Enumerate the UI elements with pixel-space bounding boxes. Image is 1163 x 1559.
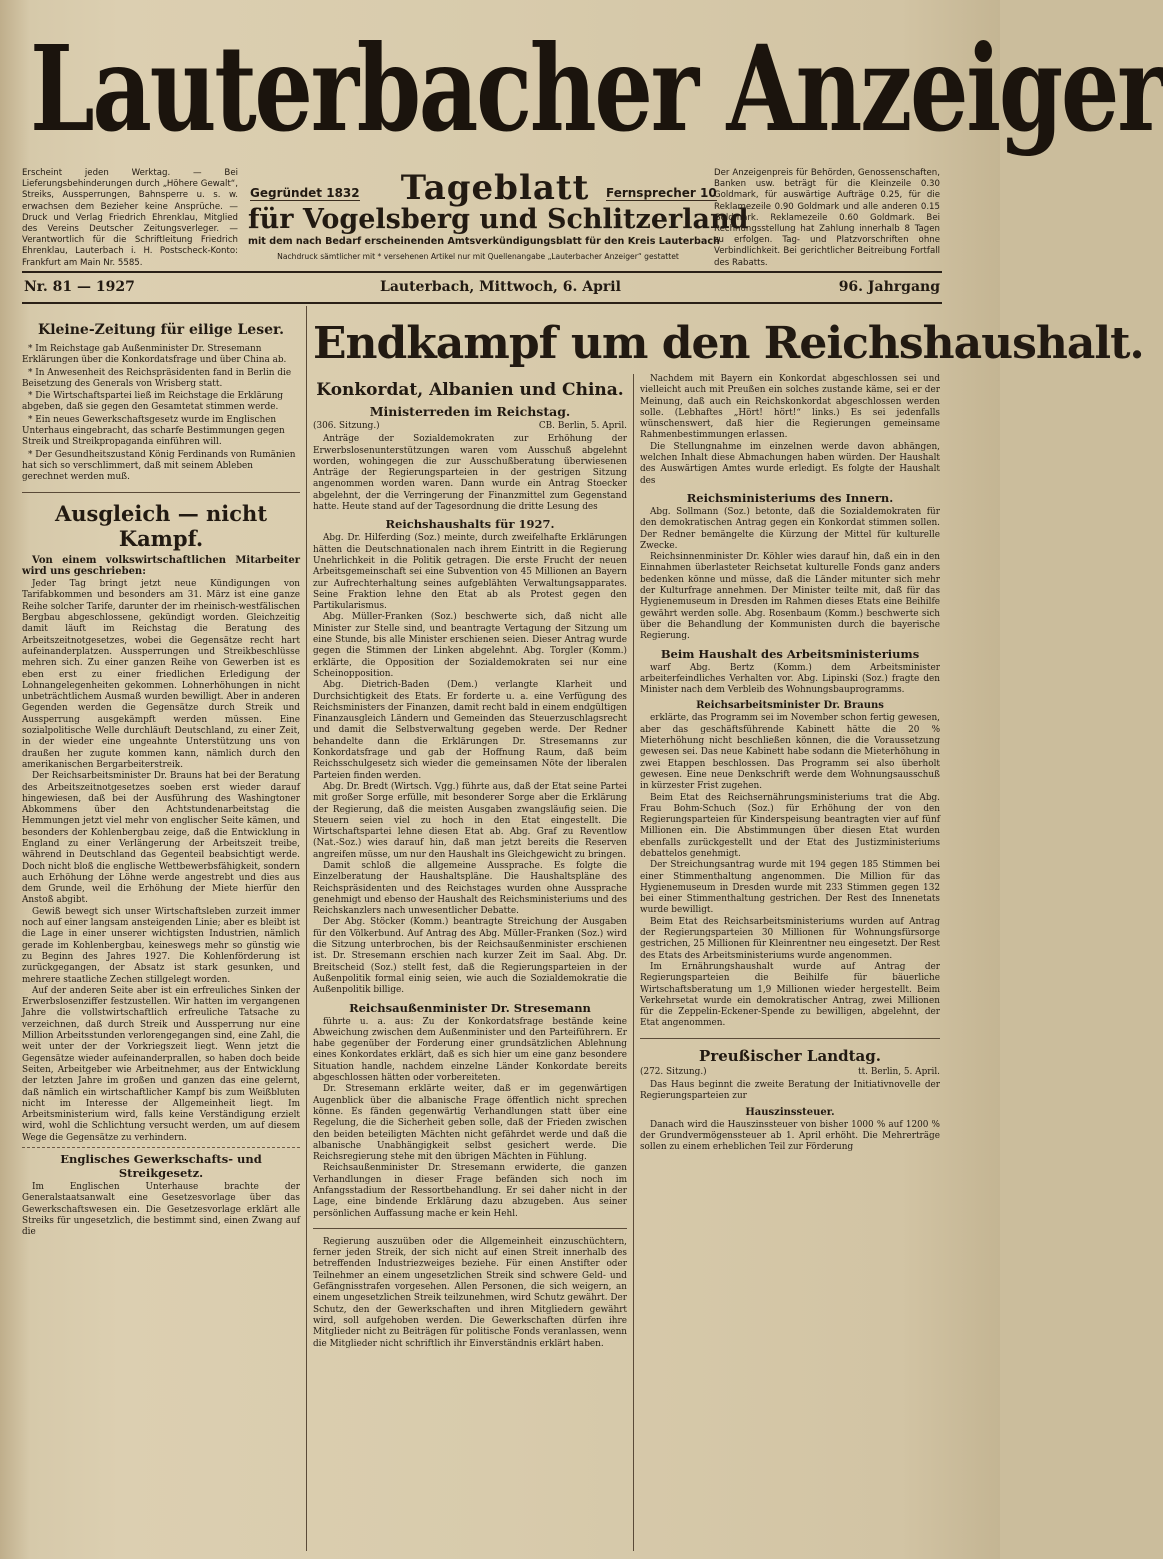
session-place: tt. Berlin, 5. April. bbox=[858, 1066, 940, 1077]
article-body bbox=[640, 507, 940, 643]
dateline bbox=[22, 275, 942, 299]
article-body bbox=[640, 374, 940, 487]
bottom-rule bbox=[22, 302, 942, 304]
publisher-info: Erscheint jeden Werktag. — Bei Lieferungsbehinderungen durch „Höhere Gewalt“, Streiks, Aussperrungen, Bahnsperre u. s. w. erwachsen dem Bezieher keine Ansprüche. — Druck und Verlag Friedrich Ehrenklau, Mitglied des Vereins Deutscher Zeitungsverleger. — Verantwortlich für die Schriftleitung Friedrich Ehrenklau, Lauterbach i. H. Postscheck-Konto: Frankfurt am Main Nr. 5585. bbox=[22, 168, 238, 268]
founded-label: Gegründet 1832 bbox=[250, 186, 360, 200]
paragraph: Abg. Dr. Bredt (Wirtsch. Vgg.) führte aus, daß der Etat seine Partei mit großer Sorge erfülle, mit besonderer Sorge aber die Erklärung der Regierung, daß die meisten Ausgaben zwangsläufig seien. Die Steuern seien viel zu hoch in den Etat eingestellt. Die Wirtschaftspartei lehne diesen Etat ab. Abg. Graf zu Reventlow (Nat.-Soz.) wies darauf hin, daß man jetzt bereits die Reserven angreifen müsse, um nur den Haushalt ins Gleichgewicht zu bringen. bbox=[313, 781, 627, 860]
paragraph: Die Stellungnahme im einzelnen werde davon abhängen, welchen Inhalt diese Abmachungen haben würden. Der Haushalt des Auswärtigen Amtes wurde erledigt. Es folgte der Haushalt des bbox=[640, 441, 940, 486]
article-body bbox=[313, 533, 627, 996]
brief-item: * Der Gesundheitszustand König Ferdinands von Rumänien hat sich so verschlimmert, daß mit seinem Ableben gerechnet werden muß. bbox=[22, 449, 296, 483]
paragraph: Gewiß bewegt sich unser Wirtschaftsleben zurzeit immer noch auf einer langsam ansteigenden Linie; aber es bleibt ist die Lage in einer unserer wichtigsten Industrien, nämlich gerade im Kohlenbergbau, keineswegs mehr so günstig wie zu Beginn des Jahres 1927. Die Kohlenförderung ist zurückgegangen, der Absatz ist stark gesunken, und mehrere staatliche Zechen stillgelegt worden. bbox=[22, 906, 300, 985]
article-body bbox=[640, 663, 940, 697]
divider bbox=[22, 492, 300, 493]
news-briefs bbox=[22, 344, 300, 484]
paragraph: Regierung auszuüben oder die Allgemeinheit einzuschüchtern, ferner jeden Streik, der sich nicht auf einen Streit innerhalb des betreffenden Industriezweiges beziehe. Für einen Anstifter oder Teilnehmer an einem ungesetzlichen Streik sind schwere Geld- und Gefängnisstrafen vorgesehen. Allen Personen, die sich weigern, an einem ungesetzlichen Streik teilzunehmen, wird Schutz gewährt. Der Schutz, den der Gewerkschaften und ihren Mitgliedern gewährt wird, soll aufgehoben werden. Die Gewerkschaften dürfen ihre Mitglieder nicht zu Beiträgen für politische Fonds veranlassen, wenn die Mitglieder nicht schriftlich ihr Einverständnis erklärt haben. bbox=[313, 1236, 627, 1349]
article-body bbox=[22, 555, 300, 1144]
stresemann-heading: Reichsaußenminister Dr. Stresemann bbox=[349, 1000, 591, 1015]
paragraph: Anträge der Sozialdemokraten zur Erhöhung der Erwerbslosenunterstützungen waren vom Ausschuß abgelehnt worden, wohingegen die zur Ausschußberatung überwiesenen Anträge der Regierungsparteien in der gestrigen Sitzung angenommen worden waren. Dann wurde ein Antrag Stoecker abgelehnt, der die Verringerung der Finanzmittel zum Gegenstand hatte. Heute stand auf der Tagesordnung die dritte Lesung des bbox=[313, 434, 627, 513]
paragraph: Abg. Dr. Hilferding (Soz.) meinte, durch zweifelhafte Erklärungen hätten die Deutschnationalen nach ihrem Eintritt in die Regierung Unehrlichkeit in die Politik getragen. Die erste Frucht der neuen Arbeitsgemeinschaft sei eine Subvention von 45 Millionen an Bayern zur Aufrechterhaltung seines aufgeblähten Verwaltungsapparates. Seine Fraktion lehne den Etat ab als Protest gegen den Partikularismus. bbox=[313, 533, 627, 612]
top-rule bbox=[22, 271, 942, 273]
article-body bbox=[313, 434, 627, 513]
main-headline: Endkampf um den Reichshaushalt. bbox=[313, 318, 1144, 369]
paragraph: Nachdem mit Bayern ein Konkordat abgeschlossen sei und vielleicht auch mit Preußen ein solches zustande käme, sei er der Meinung, daß auch ein Reichskonkordat abgeschlossen werden solle. (Lebhaftes „Hört! hört!“ links.) Es sei jedenfalls wünschenswert, daß hier die Regierungen gemeinsame Rahmenbestimmungen erlassen. bbox=[640, 374, 940, 441]
paragraph: Danach wird die Hauszinssteuer von bisher 1000 % auf 1200 % der Grundvermögenssteuer ab 1. April erhöht. Die Mehrerträge sollen zu einem erheblichen Teil zur Förderung bbox=[640, 1119, 940, 1153]
hauszins-heading: Hauszinssteuer. bbox=[745, 1106, 835, 1118]
article-body bbox=[313, 1017, 627, 1220]
reichshaushalt-heading: Reichshaushalts für 1927. bbox=[385, 517, 555, 532]
paper-subtitle: für Vogelsberg und Schlitzerland bbox=[248, 204, 749, 235]
article-body bbox=[313, 1237, 627, 1350]
sub-headline: Konkordat, Albanien und China. bbox=[316, 380, 624, 400]
article-body bbox=[640, 713, 940, 1029]
tageblatt-label: Tageblatt bbox=[400, 168, 590, 208]
article-intro: Von einem volkswirtschaftlichen Mitarbeiter wird uns geschrieben: bbox=[22, 554, 300, 577]
paragraph: Im Englischen Unterhause brachte der Generalstaatsanwalt eine Gesetzesvorlage über das Gewerkschaftswesen ein. Die Gesetzesvorlage erklärt alle Streiks für ungesetzlich, die bestimmt sind, einen Zwang auf die bbox=[22, 1182, 300, 1238]
brief-item: * Im Reichstage gab Außenminister Dr. Stresemann Erklärungen über die Konkordatsfrage und über China ab. bbox=[22, 344, 287, 366]
paragraph: Der Reichsarbeitsminister Dr. Brauns hat bei der Beratung des Arbeitszeitnotgesetzes soeben erst wieder darauf hingewiesen, daß bei der Ausführung des Washingtoner Abkommens über den Achtstundenarbeitstag die Hemmungen jetzt viel mehr von englischer Seite kämen, und besonders der Kohlenbergbau zeige, daß die Entwicklung in England zu einer Verlängerung der Arbeitszeit treibe, während in Deutschland das Gegenteil beabsichtigt werde. Doch nicht bloß die englische Wettbewerbsfähigkeit, sondern auch Erhöhung der Löhne werde angestrebt und dies aus dem Grunde, weil die Erhöhung der Miete hierfür den Anstoß abgibt. bbox=[22, 771, 300, 906]
paragraph: Damit schloß die allgemeine Aussprache. Es folgte die Einzelberatung der Haushaltspläne. Die Haushaltspläne des Reichspräsidenten und des Reichstages wurden ohne Aussprache genehmigt und ebenso der Haushalt des Reichsministeriums und des Reichskanzlers nach unwesentlicher Debatte. bbox=[313, 860, 627, 917]
divider bbox=[22, 1147, 300, 1148]
paragraph: Dr. Stresemann erklärte weiter, daß er im gegenwärtigen Augenblick über die albanische Frage öffentlich nicht sprechen könne. Es fänden gegenwärtig Verhandlungen statt über eine Regelung, die die Sicherheit geben solle, daß der Frieden zwischen den beiden beteiligten Mächten nicht gefährdet werde und daß die albanische Unabhängigkeit selbst gesichert werde. Die Reichsregierung stehe mit den übrigen Mächten in Fühlung. bbox=[313, 1084, 627, 1163]
divider bbox=[640, 1038, 940, 1039]
arbeit-heading: Beim Haushalt des Arbeitsministeriums bbox=[660, 646, 920, 661]
gesetz-body bbox=[22, 1182, 300, 1238]
session-line bbox=[640, 1067, 940, 1078]
brauns-heading: Reichsarbeitsminister Dr. Brauns bbox=[696, 700, 884, 712]
column-divider bbox=[306, 306, 307, 1551]
masthead-title: Lauterbacher Anzeiger bbox=[30, 19, 1163, 158]
middle-column bbox=[313, 374, 627, 1350]
issue-number: Nr. 81 — 1927 bbox=[24, 279, 135, 295]
session-number: (272. Sitzung.) bbox=[640, 1066, 707, 1077]
paragraph: Der Streichungsantrag wurde mit 194 gegen 185 Stimmen bei einer Stimmenthaltung angenommen. Die Million für das Hygienemuseum in Dresden wurde mit 233 Stimmen gegen 132 bei einer Stimmenthaltung gestrichen. Der Rest des Innenetats wurde bewilligt. bbox=[640, 860, 940, 916]
paragraph: Jeder Tag bringt jetzt neue Kündigungen von Tarifabkommen und besonders am 31. März ist eine ganze Reihe solcher Tarife, darunter der im rheinisch-westfälischen Bergbau abgeschlossene, gekündigt worden. Gleichzeitig damit läuft im Reichstag die Beratung des Arbeitszeitnotgesetzes, wobei die Gegensätze recht hart aufeinanderplatzen. Aussperrungen und Streikbeschlüsse mehren sich. Zu einer ganzen Reihe von Gewerben ist es eben erst zu einer friedlichen Erledigung der Lohnangelegenheiten gekommen. Lohnerhöhungen in nicht unbeträchtlichem Ausmaß wurden bewilligt. Aber in anderen Gegenden werden die Gegensätze durch Streik und Aussperrung ausgekämpft werden müssen. Eine sozialpolitische Welle durchläuft Deutschland, zu einer Zeit, in der wieder eine ungeahnte Unterstützung uns von draußen her zugute kommen kann, nämlich durch den amerikanischen Bergarbeiterstreik. bbox=[22, 579, 300, 770]
article-heading: Ausgleich — nicht Kampf. bbox=[54, 500, 268, 551]
kleine-zeitung-heading: Kleine-Zeitung für eilige Leser. bbox=[38, 322, 284, 338]
column-divider bbox=[633, 374, 634, 1551]
issue-date: Lauterbach, Mittwoch, 6. April bbox=[380, 279, 621, 295]
sub-headline-2: Ministerreden im Reichstag. bbox=[369, 404, 571, 419]
innern-heading: Reichsministeriums des Innern. bbox=[686, 490, 894, 505]
brief-item: * Die Wirtschaftspartei ließ im Reichstage die Erklärung abgeben, daß sie gegen den Gesamtetat stimmen werde. bbox=[22, 391, 284, 413]
session-number: (306. Sitzung.) bbox=[313, 421, 380, 431]
paragraph: Abg. Sollmann (Soz.) betonte, daß die Sozialdemokraten für den demokratischen Antrag gegen ein Konkordat stimmen sollen. Der Redner bemängelte die Kürzung der Mittel für kulturelle Zwecke. bbox=[640, 506, 940, 551]
volume-number: 96. Jahrgang bbox=[838, 279, 940, 295]
paragraph: Der Abg. Stöcker (Komm.) beantragte Streichung der Ausgaben für den Völkerbund. Auf Antrag des Abg. Müller-Franken (Soz.) wird die Sitzung unterbrochen, bis der Reichsaußenminister erschienen ist. Dr. Stresemann erschien nach kurzer Zeit im Saal. Abg. Dr. Breitscheid (Soz.) stellt fest, daß die Regierungsparteien in der Außenpolitik formal einig seien, wie auch die Sozialdemokratie die Außenpolitik billige. bbox=[313, 917, 627, 996]
article-body bbox=[640, 1120, 940, 1154]
reprint-note: Nachdruck sämtlicher mit * versehenen Artikel nur mit Quellenangabe „Lauterbacher Anzeiger“ gestattet bbox=[277, 252, 679, 261]
gesetz-heading: Englisches Gewerkschafts- und Streikgesetz. bbox=[60, 1152, 262, 1180]
divider bbox=[313, 1228, 627, 1229]
paragraph: Das Haus beginnt die zweite Beratung der Initiativnovelle der Regierungsparteien zur bbox=[640, 1080, 940, 1102]
paragraph: Auf der anderen Seite aber ist ein erfreuliches Sinken der Erwerbslosenziffer festzustellen. Wir hatten im vergangenen Jahre die vollstwirtschaftlich erfreuliche Tatsache zu verzeichnen, daß durch Streik und Aussperrung nur eine Million Arbeitsstunden verlorengegangen sind, eine Zahl, die weit unter der der Vorkriegszeit liegt. Wenn jetzt die Gegensätze wieder aufeinanderprallen, so haben doch beide Seiten, Arbeitgeber wie Arbeitnehmer, aus der Entwicklung der letzten Jahre im großen und ganzen das eine gelernt, daß nämlich ein wirtschaftlicher Kampf bis zum Weißbluten nicht im Interesse der Allgemeinheit liegt. Im Arbeitsministerium wird, falls keine Verständigung erzielt wird, wohl die Schlichtung versucht werden, um auf diesem Wege die Gegensätze zu verhindern. bbox=[22, 985, 300, 1143]
paragraph: Reichsinnenminister Dr. Köhler wies darauf hin, daß ein in den Einnahmen überlasteter Reichsetat kulturelle Fonds ganz anders bedenken könne und müsse, daß die Länder mitunter sich mehr der Kulturfrage annehmen. Der Minister teilte mit, daß für das Hygienemuseum in Dresden im Rahmen dieses Etats eine Beihilfe gewährt werden solle. Abg. Rosenbaum (Komm.) beschwerte sich über die Behandlung der Kommunisten durch die bayerische Regierung. bbox=[640, 552, 940, 642]
article-body bbox=[640, 1080, 940, 1103]
advert-prices: Der Anzeigenpreis für Behörden, Genossenschaften, Banken usw. beträgt für die Kleinzeile 0.30 Goldmark, für auswärtige Aufträge 0.25, für die Reklamezeile 0.90 Goldmark und alle anderen 0.15 Goldmark. Reklamezeile 0.60 Goldmark. Bei Rechnungsstellung hat Zahlung innerhalb 8 Tagen zu erfolgen. Tag- und Platzvorschriften ohne Verbindlichkeit. Bei gerichtlicher Beitreibung Fortfall des Rabatts. bbox=[714, 168, 940, 268]
paragraph: warf Abg. Bertz (Komm.) dem Arbeitsminister arbeiterfeindliches Verhalten vor. Abg. Lipinski (Soz.) fragte den Minister nach dem Verbleib des Wohnungsbauprogramms. bbox=[640, 662, 940, 696]
landtag-heading: Preußischer Landtag. bbox=[699, 1046, 881, 1065]
paragraph: Abg. Müller-Franken (Soz.) beschwerte sich, daß nicht alle Minister zur Stelle sind, und beantragte Vertagung der Sitzung um eine Stunde, bis alle Minister erschienen seien. Dieser Antrag wurde gegen die Stimmen der Linken abgelehnt. Abg. Torgler (Komm.) erklärte, die Opposition der Sozialdemokraten sei nur eine Scheinopposition. bbox=[313, 612, 627, 679]
phone-label: Fernsprecher 10 bbox=[606, 186, 717, 200]
paragraph: Abg. Dietrich-Baden (Dem.) verlangte Klarheit und Durchsichtigkeit des Etats. Er forderte u. a. eine Verfügung des Reichsministers der Finanzen, damit recht bald in einem endgültigen Finanzausgleich Ländern und Gemeinden das Steuerzuschlagsrecht und damit die Selbstverwaltung gegeben werde. Der Redner behandelte dann die Erklärungen Dr. Stresemanns zur Konkordatsfrage und gab der Hoffnung Raum, daß beim Reichsschulgesetz sich wieder die gemeinsamen Nöte der liberalen Parteien finden werden. bbox=[313, 680, 627, 781]
right-column bbox=[640, 374, 940, 1154]
paragraph: Beim Etat des Reichsarbeitsministeriums wurden auf Antrag der Regierungsparteien 30 Millionen für Wohnungsfürsorge gestrichen, 25 Millionen für Kleinrentner neu eingesetzt. Der Rest des Etats des Arbeitsministeriums wurde angenommen. bbox=[640, 916, 940, 961]
amtsblatt-note: mit dem nach Bedarf erscheinenden Amtsverkündigungsblatt für den Kreis Lauterbach bbox=[248, 236, 720, 247]
paragraph: führte u. a. aus: Zu der Konkordatsfrage bestände keine Abweichung zwischen dem Außenminister und den Parteiführern. Er habe gegenüber der Forderung einer grundsätzlichen Ablehnung eines Konkordates erklärt, daß es sich hier um eine ganz besondere Situation handle, nachdem einzelne Länder Konkordate bereits abgeschlossen hätten oder vorbereiteten. bbox=[313, 1016, 627, 1084]
session-place: CB. Berlin, 5. April. bbox=[538, 421, 627, 431]
brief-item: * In Anwesenheit des Reichspräsidenten fand in Berlin die Beisetzung des Generals von Wrisberg statt. bbox=[22, 367, 292, 389]
paragraph: Im Ernährungshaushalt wurde auf Antrag der Regierungsparteien die Beihilfe für bäuerliche Wirtschaftsberatung um 1,9 Millionen wieder hergestellt. Beim Verkehrsetat wurde ein demokratischer Antrag, zwei Millionen für die Zeppelin-Eckener-Spende zu bewilligen, abgelehnt, der Etat angenommen. bbox=[640, 961, 940, 1029]
session-line bbox=[313, 421, 627, 432]
paragraph: Reichsaußenminister Dr. Stresemann erwiderte, die ganzen Verhandlungen in dieser Frage befänden sich noch im Anfangsstadium der Ressortbehandlung. Er sei daher nicht in der Lage, eine bindende Erklärung dazu abzugeben. Aus seiner persönlichen Auffassung mache er kein Hehl. bbox=[313, 1163, 627, 1219]
paragraph: erklärte, das Programm sei im November schon fertig gewesen, aber das geschäftsführende Kabinett hätte die 20 % Mieterhöhung nicht beschließen können, die die Voraussetzung gewesen sei. Das neue Kabinett habe sodann die Mieterhöhung in zwei Etappen beschlossen. Das Programm sei also überholt gewesen. Eine neue Denkschrift werde dem Wohnungsausschuß in kürzester Frist zugehen. bbox=[640, 713, 940, 792]
brief-item: * Ein neues Gewerkschaftsgesetz wurde im Englischen Unterhaus eingebracht, das scharfe Bestimmungen gegen Streik und Streikpropaganda einführen will. bbox=[22, 414, 285, 448]
left-column bbox=[22, 318, 300, 1238]
paragraph: Beim Etat des Reichsernährungsministeriums trat die Abg. Frau Bohm-Schuch (Soz.) für Erhöhung der von den Regierungsparteien für Kinderspeisung beantragten vier auf fünf Millionen ein. Die Abstimmungen über diesen Etat wurden ebenfalls zurückgestellt und der Etat des Justizministeriums debattelos genehmigt. bbox=[640, 792, 940, 859]
